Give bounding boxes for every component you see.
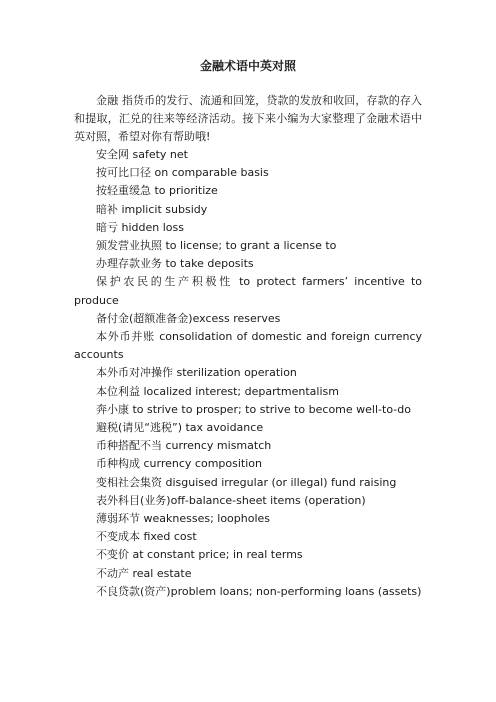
term-entry: 不动产 real estate: [96, 566, 192, 580]
term-entry: 颁发营业执照 to license; to grant a license to: [96, 239, 337, 253]
term-list: [74, 146, 422, 601]
term-entry: 不变价 at constant price; in real terms: [96, 548, 303, 562]
term-entry: 办理存款业务 to take deposits: [96, 257, 254, 271]
term-entry: 安全网 safety net: [96, 148, 188, 161]
term-entry: 币种构成 currency composition: [96, 457, 262, 471]
term-entry: 本位利益 localized interest; departmentalism: [96, 384, 339, 398]
term-entry: 按轻重缓急 to prioritize: [96, 184, 218, 198]
term-entry: 币种搭配不当 currency mismatch: [96, 439, 272, 453]
term-entry: 不变成本 fixed cost: [96, 530, 197, 544]
document-title: 金融术语中英对照: [199, 59, 296, 73]
term-entry: 奔小康 to strive to prosper; to strive to become well-to-do: [96, 402, 411, 416]
term-entry: 表外科目(业务)off-balance-sheet items (operation): [96, 493, 366, 507]
term-entry: 按可比口径 on comparable basis: [96, 166, 269, 180]
term-entry: 避税(请见“逃税”) tax avoidance: [96, 421, 264, 435]
term-entry: 不良贷款(资产)problem loans; non-performing loans (assets): [96, 584, 422, 598]
term-entry: 本外币并账 consolidation of domestic and foreign currency accounts: [74, 330, 422, 362]
term-entry: 备付金(超额准备金)excess reserves: [96, 311, 281, 325]
term-entry: 薄弱环节 weaknesses; loopholes: [96, 512, 271, 526]
term-entry: 变相社会集资 disguised irregular (or illegal) fund raising: [96, 475, 397, 489]
term-entry: 暗亏 hidden loss: [96, 220, 184, 234]
term-entry: 保护农民的生产积极性 to protect farmers’ incentive to produce: [74, 275, 422, 307]
intro-paragraph: 金融 指货币的发行、流通和回笼，贷款的发放和收回，存款的存入和提取，汇兑的往来等经济活动。接下来小编为大家整理了金融术语中英对照，希望对你有帮助哦!: [74, 94, 422, 143]
term-entry: 暗补 implicit subsidy: [96, 202, 208, 216]
term-entry: 本外币对冲操作 sterilization operation: [96, 366, 297, 380]
